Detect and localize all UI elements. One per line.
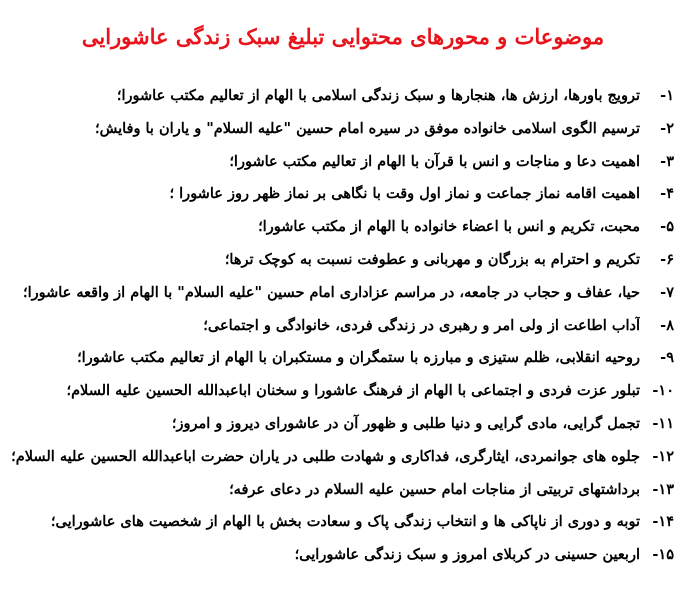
item-text: تجمل گرایی، مادی گرایی و دنیا طلبی و ظهور آن در عاشورای دیروز و امروز؛ (171, 414, 640, 432)
item-number: ۱۲- (652, 447, 674, 465)
list-item (2, 148, 674, 181)
item-text: اهمیت اقامه نماز جماعت و نماز اول وقت با نگاهی بر نماز ظهر روز عاشورا ؛ (169, 185, 640, 203)
item-number: ۱۰- (652, 382, 674, 400)
item-text: محبت، تکریم و انس با اعضاء خانواده با الهام از مکتب عاشورا؛ (258, 218, 640, 236)
item-text: تبلور عزت فردی و اجتماعی با الهام از فرهنگ عاشورا و سخنان اباعبدالله الحسین علیه السلام؛ (66, 382, 640, 400)
list-item (2, 443, 674, 476)
item-number: ۷- (660, 283, 674, 301)
item-number: ۵- (660, 218, 674, 236)
list-item (2, 279, 674, 312)
item-number: ۱۳- (652, 480, 674, 498)
item-number: ۱۵- (652, 546, 674, 564)
list-item (2, 508, 674, 541)
item-text: روحیه انقلابی، ظلم ستیزی و مبارزه با ستمگران و مستکبران با الهام از تعالیم مکتب عاشورا؛ (77, 349, 640, 367)
item-number: ۴- (660, 185, 674, 203)
item-text: حیا، عفاف و حجاب در جامعه، در مراسم عزاداری امام حسین "علیه السلام" با الهام از واقعه عاشورا؛ (22, 283, 640, 301)
item-text: توبه و دوری از ناپاکی ها و انتخاب زندگی پاک و سعادت بخش با الهام از شخصیت های عاشورایی؛ (50, 513, 640, 531)
item-number: ۳- (660, 152, 674, 170)
item-text: آداب اطاعت از ولی امر و رهبری در زندگی فردی، خانوادگی و اجتماعی؛ (203, 316, 640, 334)
list-item (2, 180, 674, 213)
item-text: جلوه های جوانمردی، ایثارگری، فداکاری و شهادت طلبی در یاران حضرت اباعبدالله الحسین علیه السلام؛ (11, 447, 640, 465)
item-text: ترسیم الگوی اسلامی خانواده موفق در سیره امام حسین "علیه السلام" و یاران با وفایش؛ (94, 119, 640, 137)
item-number: ۲- (660, 119, 674, 137)
item-text: ترویج باورها، ارزش ها، هنجارها و سبک زندگی اسلامی با الهام از تعالیم مکتب عاشورا؛ (116, 87, 640, 104)
item-number: ۱۴- (652, 513, 674, 531)
list-item (2, 377, 674, 410)
item-number: ۹- (660, 349, 674, 367)
item-number: ۸- (660, 316, 674, 334)
list-item (2, 344, 674, 377)
item-number: ۱- (660, 87, 674, 104)
list-item (2, 312, 674, 345)
item-text: اربعین حسینی در کربلای امروز و سبک زندگی عاشورایی؛ (294, 546, 640, 564)
list-item (2, 476, 674, 509)
item-number: ۶- (660, 250, 674, 268)
item-text: برداشتهای تربیتی از مناجات امام حسین علیه السلام در دعای عرفه؛ (229, 480, 640, 498)
item-text: اهمیت دعا و مناجات و انس با قرآن با الهام از تعالیم مکتب عاشورا؛ (229, 152, 640, 170)
list-item (2, 541, 674, 574)
document-title: موضوعات و محورهای محتوایی تبلیغ سبک زندگی عاشورایی (81, 24, 605, 49)
list-item (2, 246, 674, 279)
list-item (2, 410, 674, 443)
list-item (2, 115, 674, 148)
list-item (2, 82, 674, 115)
item-number: ۱۱- (652, 414, 674, 432)
topic-list (2, 82, 674, 574)
list-item (2, 213, 674, 246)
item-text: تکریم و احترام به بزرگان و مهربانی و عطوفت نسبت به کوچک ترها؛ (224, 250, 640, 268)
